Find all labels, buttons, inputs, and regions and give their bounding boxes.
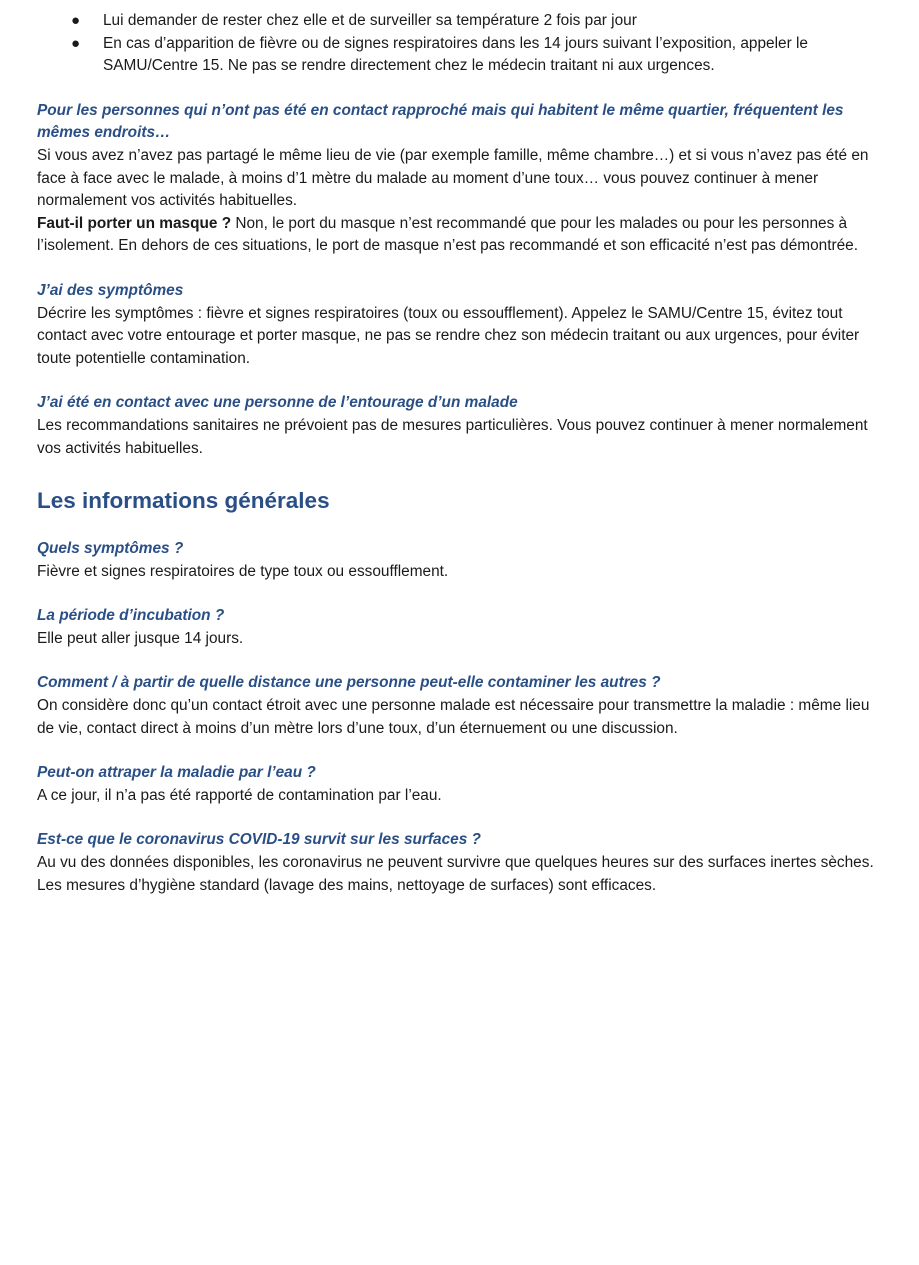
faq-question: Peut-on attraper la maladie par l’eau ? (37, 764, 316, 782)
section-neighbourhood (37, 100, 882, 258)
section-heading: J’ai été en contact avec une personne de l’entourage d’un malade (37, 394, 518, 412)
bullet-list (37, 10, 882, 78)
faq-item (37, 672, 882, 740)
faq-answer: A ce jour, il n’a pas été rapporté de contamination par l’eau. (37, 786, 442, 804)
section-symptoms (37, 280, 882, 370)
bullet-icon: ● (71, 12, 81, 29)
bullet-text: Lui demander de rester chez elle et de surveiller sa température 2 fois par jour (103, 12, 637, 29)
faq-answer: On considère donc qu’un contact étroit avec une personne malade est nécessaire pour transmettre la maladie : même lieu de vie, contact direct à moins d’un mètre lors d’une toux, d’un éternuement ou une discussion. (37, 697, 870, 737)
faq-item (37, 762, 882, 807)
faq-question: La période d’incubation ? (37, 607, 225, 625)
faq-answer: Au vu des données disponibles, les coronavirus ne peuvent survivre que quelques heures sur des surfaces inertes sèches. Les mesures d’hygiène standard (lavage des mains, nettoyage de surfaces) sont efficaces. (37, 854, 874, 894)
section-contact-entourage (37, 392, 882, 460)
faq-answer: Fièvre et signes respiratoires de type toux ou essoufflement. (37, 562, 449, 580)
mask-paragraph (37, 213, 882, 258)
faq-item (37, 538, 882, 583)
section-body: Les recommandations sanitaires ne prévoient pas de mesures particulières. Vous pouvez continuer à mener normalement vos activités habituelles. (37, 416, 868, 457)
faq-item (37, 605, 882, 650)
general-info-title: Les informations générales (37, 488, 330, 514)
mask-question: Faut-il porter un masque ? (37, 214, 232, 232)
faq-question: Est-ce que le coronavirus COVID-19 survit sur les surfaces ? (37, 831, 481, 849)
mask-answer: Non, le port du masque n’est recommandé que pour les malades ou pour les personnes à l’isolement. En dehors de ces situations, le port de masque n’est pas recommandé et son efficacité n’est pas démontrée. (37, 214, 859, 255)
faq-answer: Elle peut aller jusque 14 jours. (37, 629, 244, 647)
faq-item (37, 829, 882, 897)
list-item (37, 10, 882, 33)
bullet-text: En cas d’apparition de fièvre ou de signes respiratoires dans les 14 jours suivant l’exposition, appeler le SAMU/Centre 15. Ne pas se rendre directement chez le médecin traitant ni aux urgences. (103, 34, 808, 75)
list-item (37, 33, 882, 78)
section-body: Si vous avez n’avez pas partagé le même lieu de vie (par exemple famille, même chambre…) et si vous n’avez pas été en face à face avec le malade, à moins d’1 mètre du malade au moment d’une toux… vous pouvez continuer à mener normalement vos activités habituelles. (37, 146, 869, 210)
section-body: Décrire les symptômes : fièvre et signes respiratoires (toux ou essoufflement). Appelez le SAMU/Centre 15, évitez tout contact avec votre entourage et porter masque, ne pas se rendre chez son médecin traitant ou aux urgences, pour éviter toute potentielle contamination. (37, 304, 860, 367)
bullet-icon: ● (71, 34, 81, 52)
section-heading: J’ai des symptômes (37, 281, 184, 299)
document-page (37, 10, 882, 897)
section-heading: Pour les personnes qui n’ont pas été en contact rapproché mais qui habitent le même quartier, fréquentent les mêmes endroits… (37, 101, 844, 142)
faq-question: Quels symptômes ? (37, 540, 184, 558)
faq-question: Comment / à partir de quelle distance une personne peut-elle contaminer les autres ? (37, 674, 661, 692)
